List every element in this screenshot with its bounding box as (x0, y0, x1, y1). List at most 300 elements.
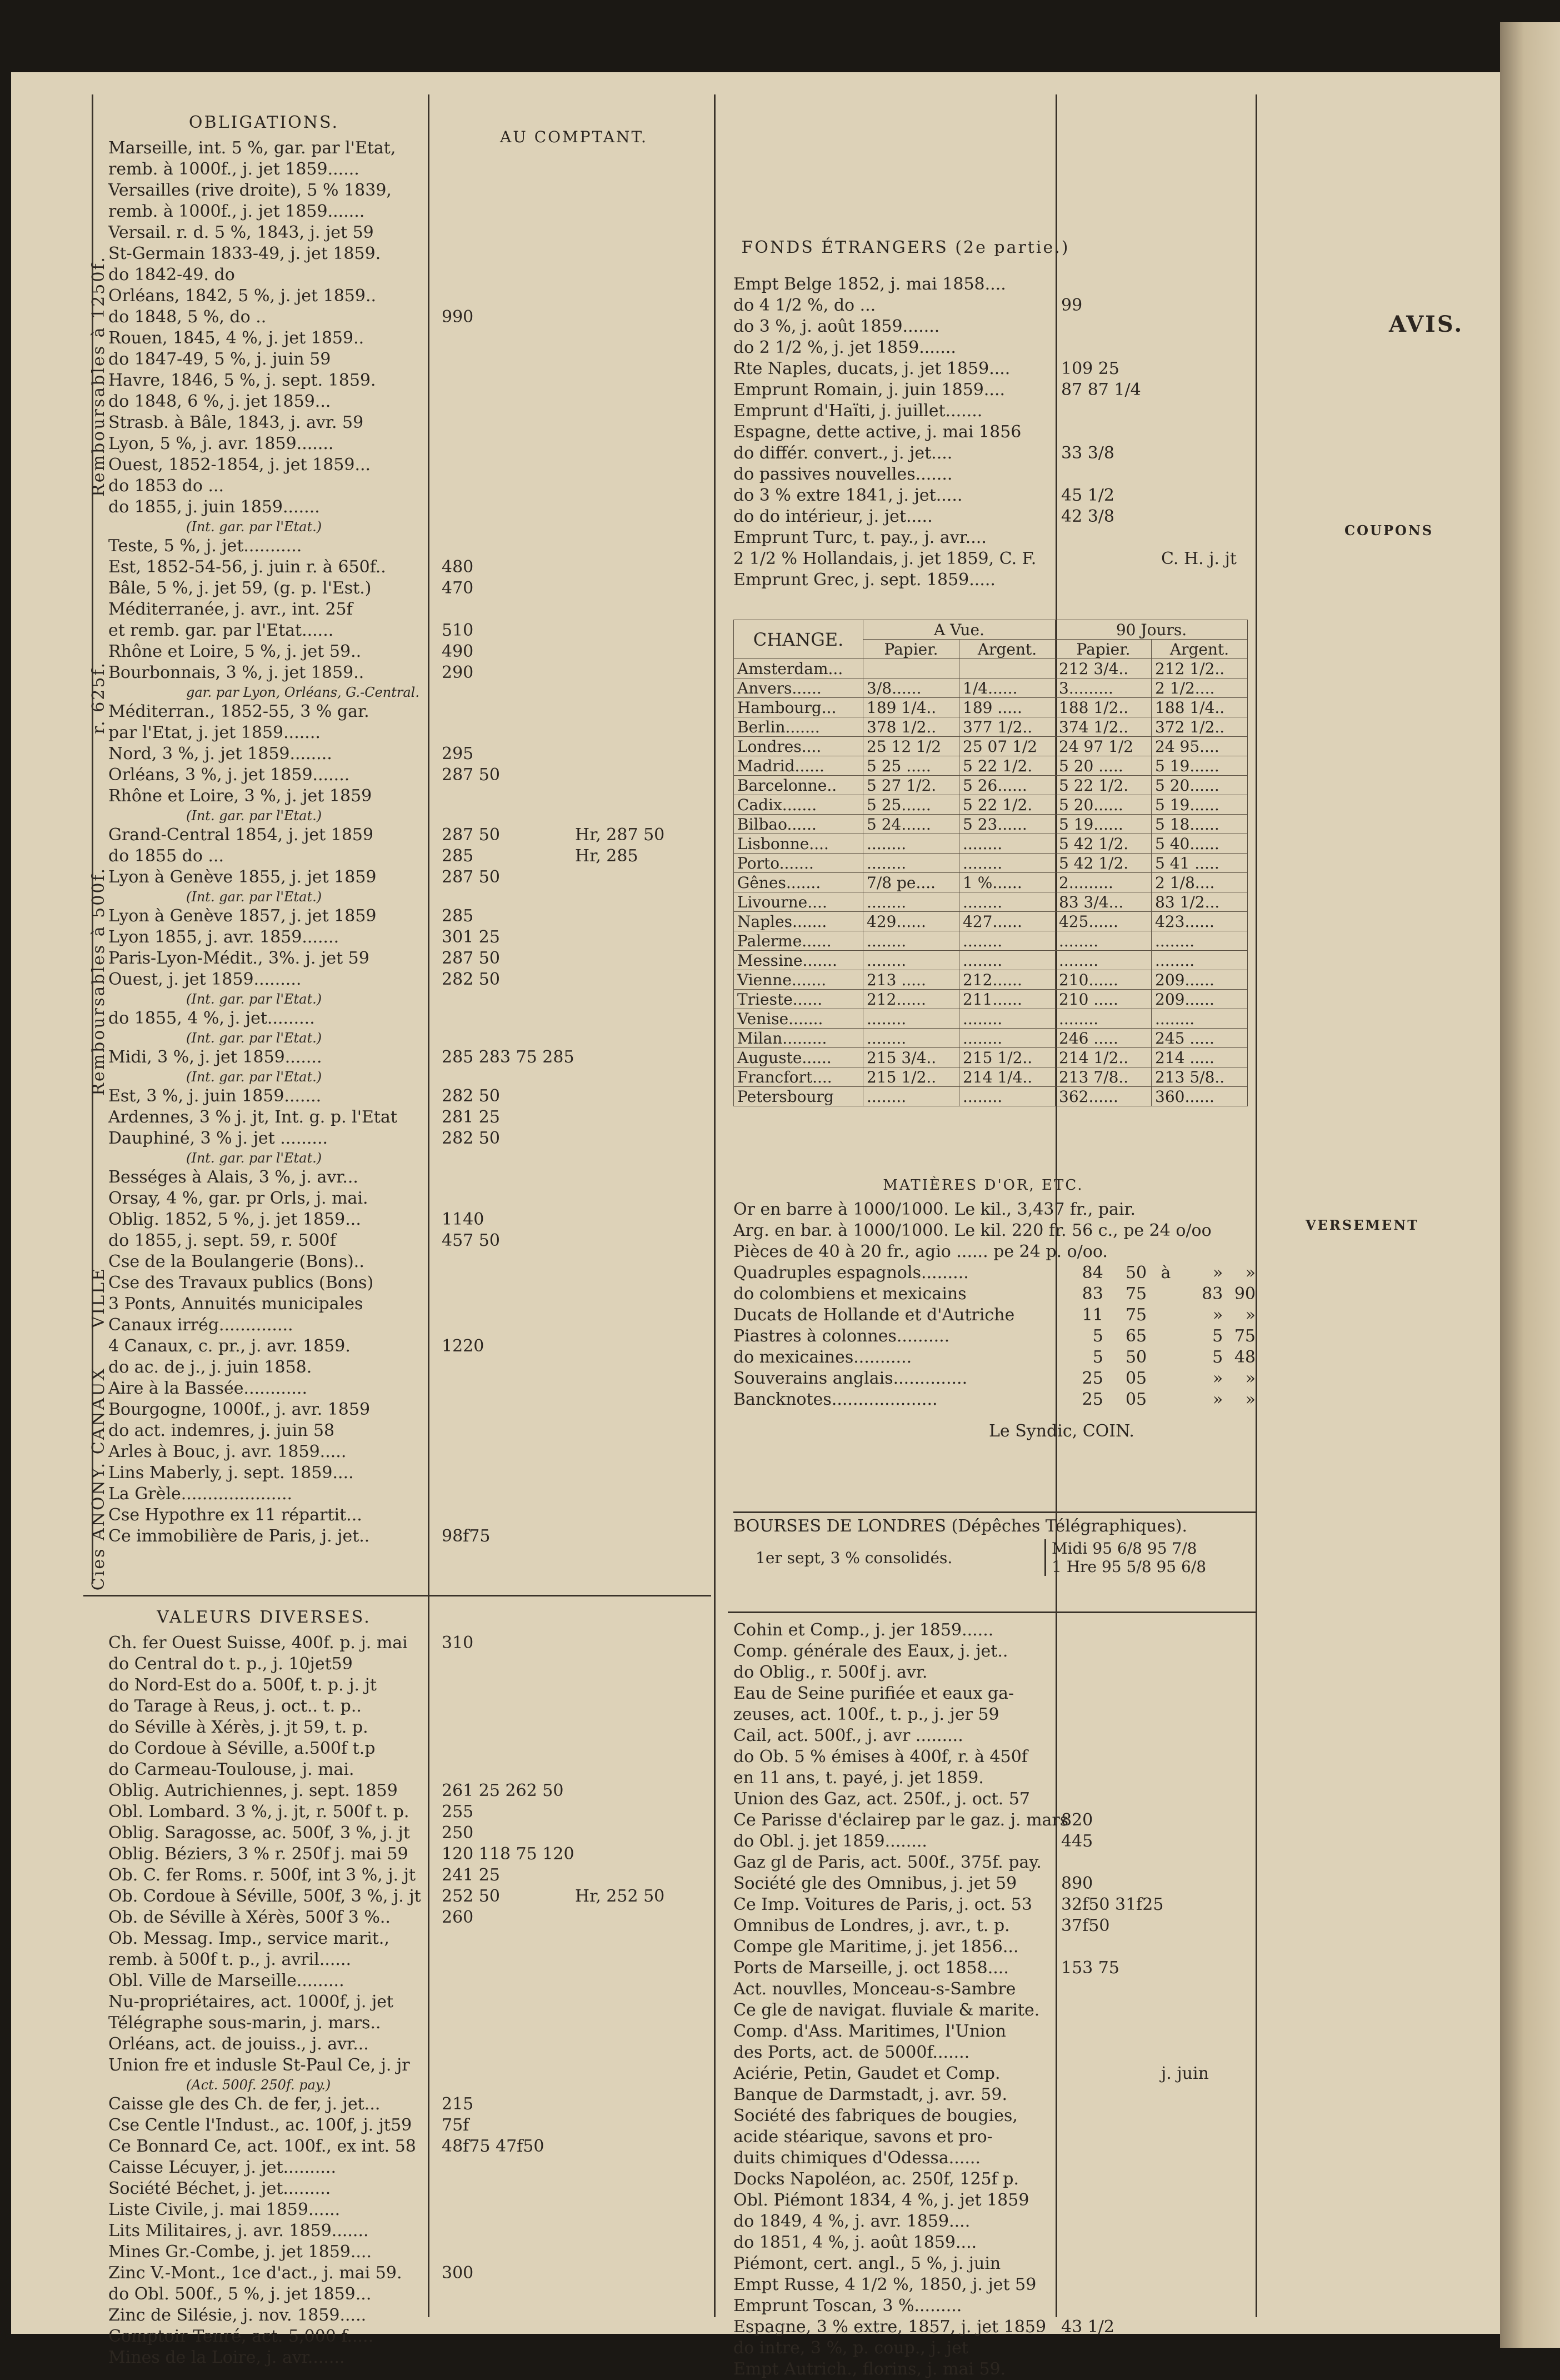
change-rate: ........ (959, 834, 1056, 854)
price-extra (1161, 2021, 1250, 2042)
change-place: Anvers...... (734, 678, 863, 698)
listing-row (108, 1315, 708, 1336)
listing-row (108, 180, 708, 201)
listing-label: Oblig. 1852, 5 %, j. jet 1859... (108, 1210, 361, 1229)
change-rate: 5 42 1/2. (1056, 854, 1152, 873)
price-value (1061, 1852, 1161, 1873)
price-extra (575, 1717, 703, 1738)
price-value: 75f (442, 2115, 469, 2135)
listing-row (108, 1633, 708, 1654)
listing-row (108, 536, 708, 557)
listing-row (108, 557, 708, 578)
change-rate: ........ (863, 951, 959, 970)
listing-row (108, 2263, 708, 2284)
price-extra (575, 969, 703, 990)
au-comptant-header: AU COMPTANT. (500, 128, 648, 146)
price-value (442, 265, 575, 286)
listing-row (108, 1526, 708, 1547)
section-rule (728, 1611, 1256, 1613)
price-extra (575, 2326, 703, 2347)
price-value: 153 75 (1061, 1958, 1119, 1978)
price-extra (575, 1654, 703, 1675)
change-row (734, 931, 1248, 951)
price-extra (1161, 443, 1250, 464)
price-extra (575, 1230, 703, 1251)
price-value: 43 1/2 (1061, 2317, 1114, 2337)
price-value: 261 25 262 50 (442, 1781, 564, 1800)
coupons-label: COUPONS (1344, 522, 1434, 538)
price-extra (575, 2013, 703, 2034)
price-value: 295 (442, 744, 474, 764)
price-value (1061, 2105, 1161, 2127)
change-rate: 5 20...... (1152, 776, 1248, 795)
matieres-label: do colombiens et mexicains (733, 1284, 967, 1304)
listing-label: do Obl. 500f., 5 %, j. jet 1859... (108, 2284, 372, 2304)
listing-row (733, 1620, 1256, 1641)
matieres-row (733, 1326, 1256, 1347)
price-extra (575, 1526, 703, 1547)
price-extra (1161, 1831, 1250, 1852)
matieres-value: 83 (1202, 1284, 1223, 1304)
listing-row (108, 2199, 708, 2221)
change-place: Barcelonne.. (734, 776, 863, 795)
change-rate: 5 22 1/2. (1056, 776, 1152, 795)
listing-label: en 11 ans, t. payé, j. jet 1859. (733, 1768, 984, 1788)
price-extra (1161, 316, 1250, 337)
listing-label: Emprunt Toscan, 3 %......... (733, 2296, 962, 2316)
listing-label: Havre, 1846, 5 %, j. sept. 1859. (108, 371, 376, 390)
price-extra (575, 1696, 703, 1717)
price-extra (1161, 2253, 1250, 2274)
matieres-value: à (1161, 1263, 1171, 1283)
listing-label: do 2 1/2 %, j. jet 1859....... (733, 338, 956, 357)
price-extra: Hr, 285 (575, 846, 638, 866)
listing-row (733, 1894, 1256, 1915)
price-value: 250 (442, 1823, 474, 1843)
matieres-section (733, 1172, 1256, 1441)
price-extra (1161, 2190, 1250, 2211)
listing-row (108, 1420, 708, 1441)
price-extra (1161, 1704, 1250, 1725)
price-value (1061, 464, 1161, 485)
price-extra (1161, 358, 1250, 380)
price-extra (575, 2157, 703, 2178)
price-value: 282 50 (442, 970, 500, 989)
guarantee-note: (Int. gar. par l'Etat.) (186, 991, 322, 1007)
listing-label: des Ports, act. de 5000f....... (733, 2043, 970, 2062)
listing-label: Mines de la Loire, j. avr....... (108, 2348, 345, 2367)
price-value: 990 (442, 307, 474, 327)
change-place: Naples....... (734, 912, 863, 931)
midi-quote: Midi 95 6/8 95 7/8 (1052, 1539, 1197, 1558)
listing-row (108, 948, 708, 969)
price-extra (575, 557, 703, 578)
matieres-value: 5 (1092, 1326, 1103, 1346)
listing-label: Liste Civile, j. mai 1859...... (108, 2200, 341, 2219)
listing-row (108, 744, 708, 765)
listing-label: Oblig. Autrichiennes, j. sept. 1859 (108, 1781, 398, 1800)
change-place: Porto....... (734, 854, 863, 873)
listing-label: Emprunt Grec, j. sept. 1859..... (733, 570, 996, 590)
price-value (1061, 2190, 1161, 2211)
listing-label: Marseille, int. 5 %, gar. par l'Etat, (108, 138, 396, 158)
price-extra (575, 1008, 703, 1029)
price-value: 300 (442, 2263, 474, 2283)
price-extra (575, 1738, 703, 1759)
listing-label: Société gle des Omnibus, j. jet 59 (733, 1874, 1017, 1893)
change-rate: 425...... (1056, 912, 1152, 931)
listing-label: Ports de Marseille, j. oct 1858.... (733, 1958, 1009, 1978)
price-extra (1161, 1662, 1250, 1683)
listing-label: Espagne, 3 % extre, 1857, j. jet 1859 (733, 2317, 1047, 2337)
listing-row (108, 1886, 708, 1907)
listing-row (733, 1810, 1256, 1831)
price-value (442, 599, 575, 620)
price-extra (575, 2263, 703, 2284)
valeurs-diverses-title: VALEURS DIVERSES. (157, 1608, 371, 1627)
price-extra (1161, 2105, 1250, 2127)
listing-row (108, 433, 708, 455)
price-extra (575, 2199, 703, 2221)
change-rate: 209...... (1152, 990, 1248, 1009)
price-extra (1161, 1810, 1250, 1831)
listing-row (733, 1852, 1256, 1873)
listing-row (108, 391, 708, 412)
guarantee-note: (Int. gar. par l'Etat.) (186, 519, 322, 535)
change-rate: ........ (959, 1087, 1056, 1106)
price-extra (575, 222, 703, 243)
price-value: 285 283 75 285 (442, 1047, 574, 1067)
listing-row (733, 2338, 1256, 2359)
matieres-label: do mexicaines........... (733, 1348, 912, 1367)
price-value (1061, 2211, 1161, 2232)
price-value (1061, 570, 1161, 591)
listing-row (108, 1654, 708, 1675)
matieres-value (1147, 1284, 1185, 1305)
price-value (442, 1188, 575, 1209)
listing-row (733, 2084, 1256, 2105)
change-rate: 211...... (959, 990, 1056, 1009)
change-title: CHANGE. (734, 620, 863, 659)
listing-label: Ce gle de navigat. fluviale & marite. (733, 2000, 1040, 2020)
price-extra (575, 599, 703, 620)
price-extra (575, 1865, 703, 1886)
listing-label: Cse des Travaux publics (Bons) (108, 1273, 374, 1293)
listing-label: Caisse gle des Ch. de fer, j. jet... (108, 2094, 381, 2114)
price-value (442, 1484, 575, 1505)
listing-row (108, 701, 708, 722)
listing-label: 2 1/2 % Hollandais, j. jet 1859, C. F. (733, 549, 1037, 568)
price-extra (575, 744, 703, 765)
listing-row (108, 1209, 708, 1230)
listing-label: Société des fabriques de bougies, (733, 2106, 1018, 2125)
matieres-value: 48 (1234, 1348, 1256, 1367)
listing-row (733, 2169, 1256, 2190)
matieres-value: 5 (1212, 1348, 1223, 1367)
price-value (442, 2013, 575, 2034)
matieres-value: 90 (1234, 1284, 1256, 1304)
listing-row (108, 1865, 708, 1886)
price-extra (575, 1484, 703, 1505)
price-extra (575, 370, 703, 391)
price-extra (575, 1378, 703, 1399)
price-value: 490 (442, 642, 474, 661)
listing-label: Bességes à Alais, 3 %, j. avr... (108, 1167, 358, 1187)
listing-row (733, 1789, 1256, 1810)
listing-label: Emprunt Turc, t. pay., j. avr.... (733, 528, 987, 547)
change-rate: 5 19...... (1056, 815, 1152, 834)
price-value (1061, 422, 1161, 443)
listing-row (108, 1378, 708, 1399)
heure-quote: 1 Hre 95 5/8 95 6/8 (1052, 1558, 1207, 1576)
change-rate: 246 ..... (1056, 1029, 1152, 1048)
listing-label: Zinc de Silésie, j. nov. 1859..... (108, 2306, 367, 2325)
listing-row (108, 2013, 708, 2034)
listing-label: Oblig. Béziers, 3 % r. 250f j. mai 59 (108, 1844, 408, 1864)
change-rate: 25 12 1/2 (863, 737, 959, 756)
listing-label: Ob. C. fer Roms. r. 500f, int 3 %, j. jt (108, 1865, 416, 1885)
listing-row (108, 578, 708, 599)
listing-label: Télégraphe sous-marin, j. mars.. (108, 2013, 381, 2033)
listing-row (733, 2127, 1256, 2148)
listing-row (108, 497, 708, 518)
listing-row (108, 2221, 708, 2242)
price-value (442, 786, 575, 807)
price-extra (1161, 274, 1250, 295)
change-rate: 2......... (1056, 873, 1152, 892)
listing-row (733, 380, 1256, 401)
listing-label: Aciérie, Petin, Gaudet et Comp. (733, 2064, 1001, 2083)
change-rate: 5 18...... (1152, 815, 1248, 834)
price-value (442, 1378, 575, 1399)
price-value: 98f75 (442, 1526, 491, 1546)
listing-label: Empt Russe, 4 1/2 %, 1850, j. jet 59 (733, 2275, 1037, 2294)
matieres-value: 50 (1125, 1348, 1147, 1367)
guarantee-note: (Int. gar. par l'Etat.) (186, 808, 322, 824)
price-value (442, 159, 575, 180)
price-extra (1161, 2274, 1250, 2296)
price-extra (1161, 2148, 1250, 2169)
price-value (442, 1441, 575, 1463)
listing-row (733, 1873, 1256, 1894)
price-value (442, 536, 575, 557)
matieres-label: Souverains anglais.............. (733, 1369, 968, 1388)
column-rule (1256, 94, 1257, 2317)
matieres-value: » (1212, 1263, 1223, 1283)
listing-label: Ob. de Séville à Xérès, 500f 3 %.. (108, 1908, 391, 1927)
change-rate: 212...... (863, 990, 959, 1009)
change-place: Madrid...... (734, 756, 863, 776)
price-value: 241 25 (442, 1865, 500, 1885)
price-value: 457 50 (442, 1231, 500, 1250)
price-value (442, 2199, 575, 2221)
listing-label: par l'Etat, j. jet 1859....... (108, 723, 321, 742)
price-value (1061, 2148, 1161, 2169)
listing-row (108, 620, 708, 641)
change-rate: 5 24...... (863, 815, 959, 834)
price-extra: C. H. j. jt (1161, 549, 1237, 568)
change-row (734, 659, 1248, 678)
price-extra (575, 243, 703, 265)
listing-row (733, 1747, 1256, 1768)
price-value (442, 1738, 575, 1759)
listing-row (108, 722, 708, 744)
change-rate: 213 ..... (863, 970, 959, 990)
listing-label: do 1851, 4 %, j. août 1859.... (733, 2233, 977, 2252)
price-value (442, 1399, 575, 1420)
change-rate: 188 1/2.. (1056, 698, 1152, 717)
listing-label: acide stéarique, savons et pro- (733, 2127, 993, 2147)
change-row (734, 873, 1248, 892)
price-extra (575, 265, 703, 286)
listing-label: Méditerranée, j. avr., int. 25f (108, 600, 353, 619)
change-rate: 25 07 1/2 (959, 737, 1056, 756)
change-rate: 1 %...... (959, 873, 1056, 892)
matieres-value: 75 (1125, 1284, 1147, 1304)
price-value: 445 (1061, 1832, 1093, 1851)
change-row (734, 756, 1248, 776)
change-rate: 214 1/2.. (1056, 1048, 1152, 1067)
listing-label: Ouest, j. jet 1859......... (108, 970, 302, 989)
price-extra (575, 1047, 703, 1068)
price-value (442, 722, 575, 744)
price-value (442, 1696, 575, 1717)
change-rate: 215 3/4.. (863, 1048, 959, 1067)
matieres-row (733, 1263, 1256, 1284)
change-row (734, 834, 1248, 854)
listing-label: Est, 1852-54-56, j. juin r. à 650f.. (108, 557, 386, 577)
price-extra (1161, 2169, 1250, 2190)
matieres-value (1147, 1326, 1185, 1347)
price-extra (1161, 295, 1250, 316)
price-extra (575, 1273, 703, 1294)
bourses-londres-title: BOURSES DE LONDRES (Dépêches Télégraphiques). (733, 1516, 1188, 1536)
matieres-rows (733, 1263, 1256, 1410)
price-value: 260 (442, 1908, 474, 1927)
price-extra (1161, 1852, 1250, 1873)
listing-row (108, 1399, 708, 1420)
price-value (442, 1505, 575, 1526)
listing-row (108, 2034, 708, 2055)
listing-row (108, 1759, 708, 1780)
change-rate: 1/4...... (959, 678, 1056, 698)
change-rate: 7/8 pe.... (863, 873, 959, 892)
matieres-row (733, 1347, 1256, 1368)
matieres-value: 25 (1082, 1390, 1103, 1409)
listing-row (733, 2148, 1256, 2169)
change-row (734, 1067, 1248, 1087)
price-value (442, 2157, 575, 2178)
listing-label: do Ob. 5 % émises à 400f, r. à 450f (733, 1747, 1028, 1767)
change-rate: ........ (863, 892, 959, 912)
price-extra (575, 328, 703, 349)
price-value (442, 201, 575, 222)
listing-label: Rhône et Loire, 5 %, j. jet 59.. (108, 642, 362, 661)
price-value: 109 25 (1061, 359, 1119, 378)
listing-label: do 3 %, j. août 1859....... (733, 317, 940, 336)
price-value (442, 2242, 575, 2263)
listing-label: Méditerran., 1852-55, 3 % gar. (108, 702, 369, 721)
listing-label: La Grèle..................... (108, 1484, 293, 1504)
change-row (734, 951, 1248, 970)
change-place: Cadix....... (734, 795, 863, 815)
price-extra (1161, 1725, 1250, 1747)
listing-row (108, 2136, 708, 2157)
listing-label: Cse Centle l'Indust., ac. 100f, j. jt59 (108, 2115, 412, 2135)
price-value (1061, 274, 1161, 295)
obligations-list (108, 138, 708, 1547)
listing-label: do Central do t. p., j. 10jet59 (108, 1654, 353, 1674)
listing-label: do ac. de j., j. juin 1858. (108, 1358, 312, 1377)
listing-label: Versailles (rive droite), 5 % 1839, (108, 181, 392, 200)
price-value (442, 455, 575, 476)
listing-row (108, 1230, 708, 1251)
listing-label: Eau de Seine purifiée et eaux ga- (733, 1684, 1014, 1703)
change-rate: 5 42 1/2. (1056, 834, 1152, 854)
listing-row (108, 2326, 708, 2347)
price-value (1061, 2338, 1161, 2359)
change-rate: 214 1/4.. (959, 1067, 1056, 1087)
listing-row (733, 295, 1256, 316)
listing-label: Cse Hypothre ex 11 répartit... (108, 1505, 362, 1525)
listing-row (733, 2063, 1256, 2084)
listing-label: do Cordoue à Séville, a.500f t.p (108, 1739, 376, 1758)
price-extra (575, 2055, 703, 2076)
section-rule (83, 1595, 711, 1596)
listing-row (733, 485, 1256, 506)
price-extra (575, 2305, 703, 2326)
listing-label: do 3 % extre 1841, j. jet..... (733, 486, 963, 505)
argent-header: Argent. (959, 640, 1056, 659)
listing-row (108, 412, 708, 433)
listing-row (108, 867, 708, 888)
price-value (1061, 1641, 1161, 1662)
price-value: 33 3/8 (1061, 443, 1114, 463)
listing-row (108, 2115, 708, 2136)
price-extra (575, 1441, 703, 1463)
change-row (734, 892, 1248, 912)
change-rate: 3......... (1056, 678, 1152, 698)
newspaper-page (11, 72, 1503, 2379)
listing-label: Caisse Lécuyer, j. jet.......... (108, 2158, 336, 2177)
matieres-row (733, 1305, 1256, 1326)
change-rate: 215 1/2.. (863, 1067, 959, 1087)
change-rate: ........ (959, 892, 1056, 912)
price-extra (575, 349, 703, 370)
listing-label: do 1855, j. sept. 59, r. 500f (108, 1231, 336, 1250)
price-extra (1161, 2296, 1250, 2317)
listing-row (733, 2274, 1256, 2296)
change-rate: 372 1/2.. (1152, 717, 1248, 737)
listing-label: do Obl. j. jet 1859........ (733, 1832, 927, 1851)
price-extra (575, 2094, 703, 2115)
matieres-value: 5 (1092, 1348, 1103, 1367)
listing-label: Cse de la Boulangerie (Bons).. (108, 1252, 364, 1271)
matieres-label: Piastres à colonnes.......... (733, 1326, 950, 1346)
change-rate: 83 1/2... (1152, 892, 1248, 912)
price-value (442, 391, 575, 412)
listing-label: Ch. fer Ouest Suisse, 400f. p. j. mai (108, 1633, 408, 1653)
price-extra (575, 765, 703, 786)
matieres-value: 05 (1125, 1390, 1147, 1409)
price-value: 290 (442, 663, 474, 682)
listing-label: do 1847-49, 5 %, j. juin 59 (108, 350, 331, 369)
listing-label: do do intérieur, j. jet..... (733, 507, 933, 526)
change-place: Milan......... (734, 1029, 863, 1048)
price-extra: j. juin (1161, 2064, 1209, 2083)
price-value: 282 50 (442, 1129, 500, 1148)
matieres-value: 83 (1082, 1284, 1103, 1304)
